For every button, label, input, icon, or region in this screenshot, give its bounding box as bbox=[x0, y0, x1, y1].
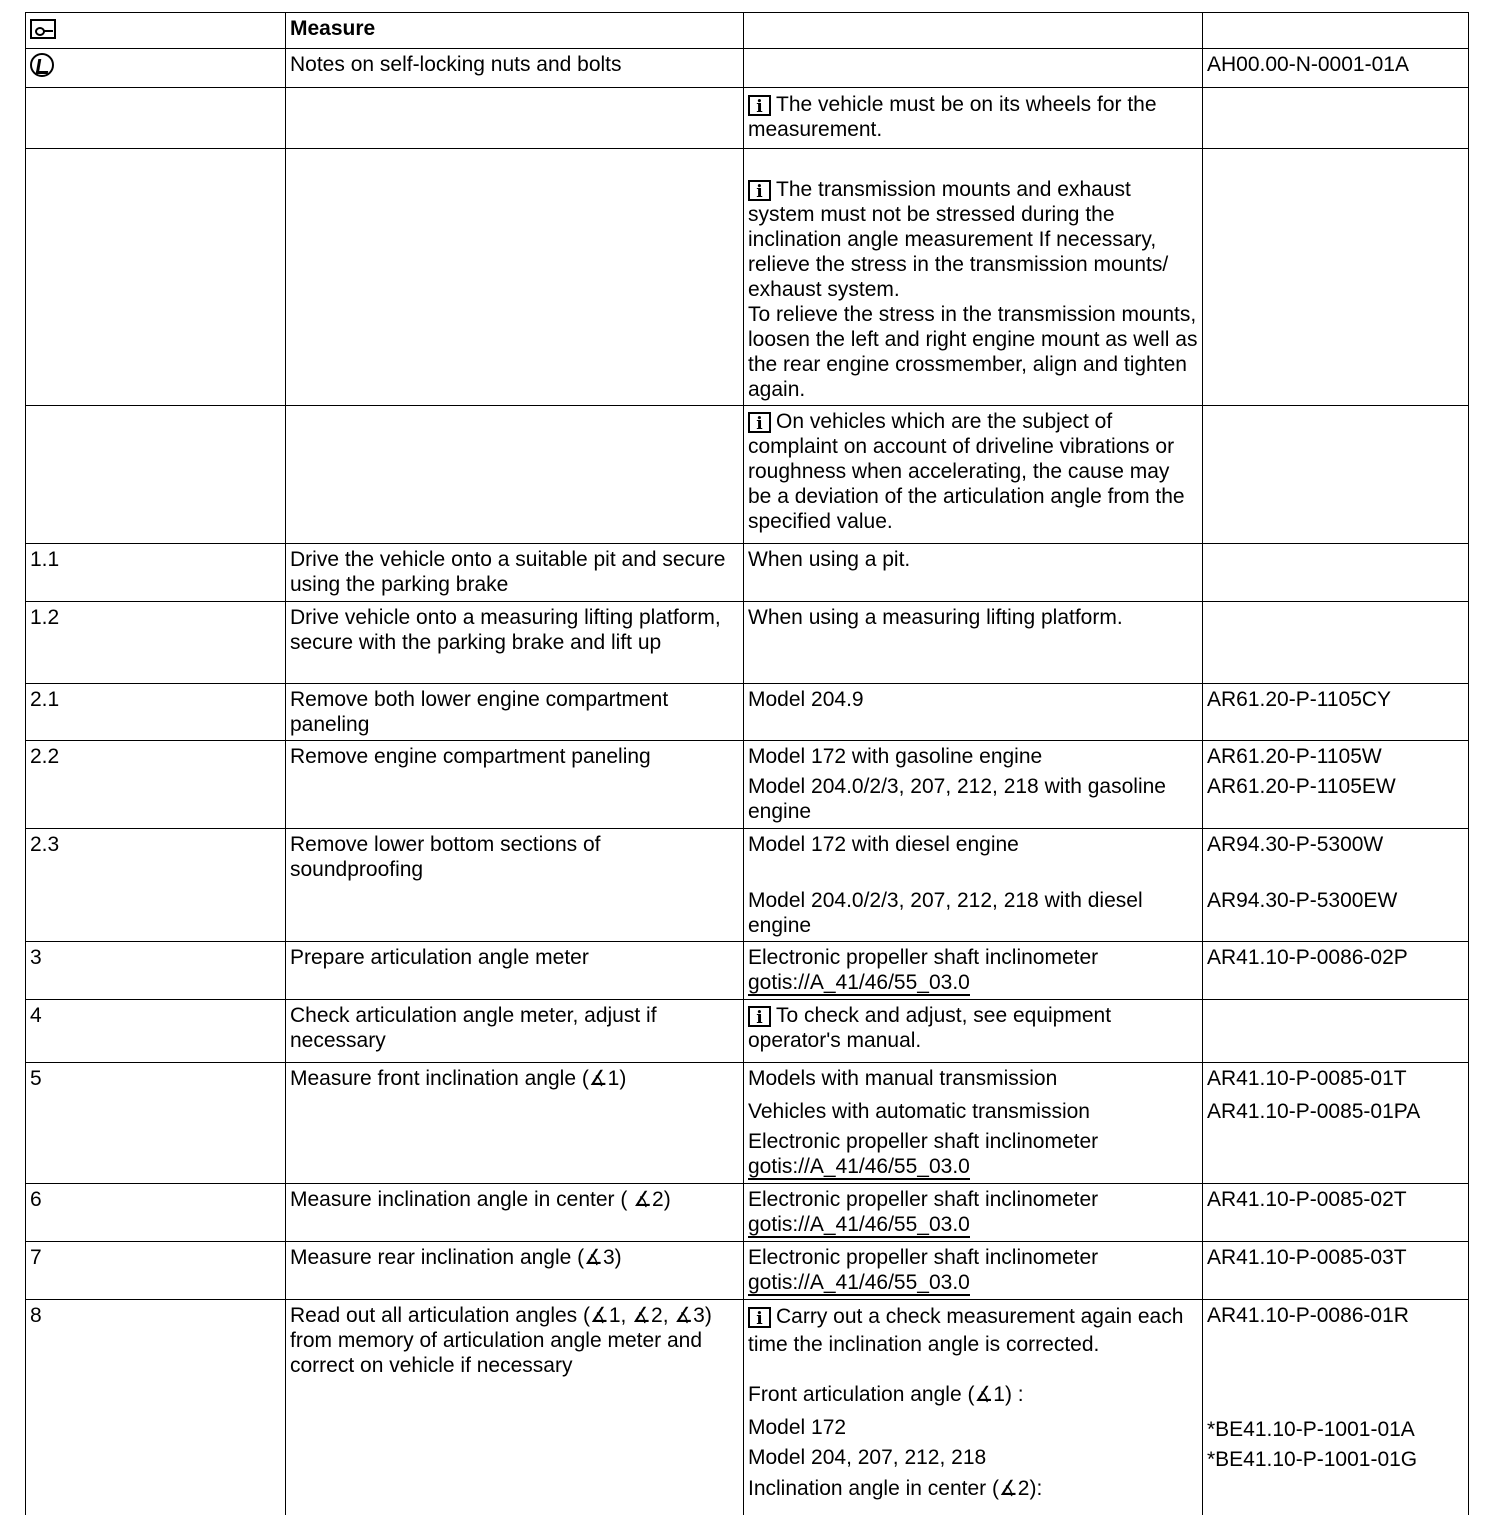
empty-cell bbox=[26, 88, 286, 149]
step-number: 1.1 bbox=[26, 544, 286, 602]
info-row bbox=[26, 88, 1469, 149]
empty-cell bbox=[1203, 406, 1469, 544]
step-ref[interactable]: AR41.10-P-0086-02P bbox=[1203, 942, 1469, 1000]
header-empty-cell bbox=[1203, 13, 1469, 49]
step-action: Drive the vehicle onto a suitable pit and secure using the parking brake bbox=[286, 544, 744, 602]
front-angle-label: Front articulation angle (∡1) : bbox=[748, 1383, 1024, 1406]
step-ref[interactable]: AR94.30-P-5300EW bbox=[1207, 889, 1398, 912]
step-note: Electronic propeller shaft inclinometer bbox=[748, 946, 1099, 969]
info-icon: i bbox=[748, 412, 771, 433]
header-measure-label: Measure bbox=[286, 13, 744, 49]
header-empty-cell bbox=[744, 13, 1203, 49]
info-note-text: The transmission mounts and exhaust system must not be stressed during the inclination angle measurement If necessary, relieve the stress in the transmission mounts/ exhaust system. To relieve the stress in the transmission mounts, loosen the left and right engine mount as well as the rear engine crossmember, align and tighten again. bbox=[748, 178, 1198, 401]
step-row bbox=[26, 1184, 1469, 1242]
step-action-cell bbox=[286, 1184, 744, 1242]
self-locking-nut-icon bbox=[30, 53, 54, 77]
step-row bbox=[26, 1063, 1469, 1184]
step-ref-cell bbox=[1203, 829, 1469, 942]
angle-number: 2 bbox=[652, 1188, 664, 1211]
notes-text: Notes on self-locking nuts and bolts bbox=[286, 49, 744, 88]
step-number: 5 bbox=[26, 1063, 286, 1184]
empty-cell bbox=[286, 149, 744, 406]
step-row bbox=[26, 684, 1469, 741]
info-icon: i bbox=[748, 1006, 771, 1027]
step-note: Electronic propeller shaft inclinometer bbox=[748, 1246, 1099, 1269]
step-action: Check articulation angle meter, adjust if necessary bbox=[286, 1000, 744, 1063]
step-note-cell bbox=[744, 942, 1203, 1000]
step-action: Drive vehicle onto a measuring lifting platform, secure with the parking brake and lift up bbox=[286, 602, 744, 684]
empty-cell bbox=[744, 49, 1203, 88]
step-row bbox=[26, 942, 1469, 1000]
info-row bbox=[26, 406, 1469, 544]
empty-cell bbox=[1203, 1000, 1469, 1063]
step-row bbox=[26, 829, 1469, 942]
step-action-end: ) bbox=[663, 1188, 671, 1211]
empty-cell bbox=[1203, 602, 1469, 684]
info-note-text: To check and adjust, see equipment operator's manual. bbox=[748, 1004, 1112, 1052]
step-number: 2.2 bbox=[26, 741, 286, 829]
step-number: 4 bbox=[26, 1000, 286, 1063]
step-note: Model 204.9 bbox=[744, 684, 1203, 741]
step-ref[interactable]: AR41.10-P-0085-02T bbox=[1203, 1184, 1469, 1242]
info-note-cell bbox=[744, 149, 1203, 406]
model-label: Model 204, 207, 212, 218 bbox=[748, 1446, 987, 1469]
empty-cell bbox=[1203, 88, 1469, 149]
step-action-end: ) bbox=[614, 1246, 622, 1269]
empty-cell bbox=[286, 88, 744, 149]
step-ref[interactable]: AR41.10-P-0085-01T bbox=[1207, 1067, 1407, 1090]
step-action: Prepare articulation angle meter bbox=[286, 942, 744, 1000]
info-note-text: The vehicle must be on its wheels for the measurement. bbox=[748, 93, 1157, 141]
notes-icon-cell bbox=[26, 49, 286, 88]
empty-cell bbox=[26, 149, 286, 406]
step-action-cell bbox=[286, 1242, 744, 1300]
wrench-symbol-icon bbox=[30, 19, 56, 39]
info-note-cell bbox=[744, 1000, 1203, 1063]
step-note: Electronic propeller shaft inclinometer bbox=[748, 1130, 1099, 1153]
step-note-cell bbox=[744, 1063, 1203, 1184]
angle-icon: ∡ bbox=[633, 1187, 653, 1211]
info-row bbox=[26, 149, 1469, 406]
step-action: Measure inclination angle in center ( bbox=[290, 1188, 628, 1211]
step-ref-cell bbox=[1203, 741, 1469, 829]
step-note: Model 172 with gasoline engine bbox=[748, 745, 1043, 768]
step-ref[interactable]: AR61.20-P-1105W bbox=[1207, 745, 1382, 768]
step-note: Models with manual transmission bbox=[748, 1067, 1058, 1090]
empty-cell bbox=[1203, 149, 1469, 406]
step-ref[interactable]: AR41.10-P-0085-01PA bbox=[1207, 1100, 1421, 1123]
info-icon: i bbox=[748, 1307, 771, 1328]
step-row bbox=[26, 1242, 1469, 1300]
step-note: Model 204.0/2/3, 207, 212, 218 with gasoline engine bbox=[748, 775, 1166, 823]
step-note: Model 172 with diesel engine bbox=[748, 833, 1019, 856]
step-note: Model 204.0/2/3, 207, 212, 218 with diesel engine bbox=[748, 889, 1143, 937]
step-action-cell bbox=[286, 1063, 744, 1184]
empty-cell bbox=[1203, 544, 1469, 602]
step-note: Electronic propeller shaft inclinometer bbox=[748, 1188, 1099, 1211]
step-action-end: ) bbox=[619, 1067, 627, 1090]
step-note-cell bbox=[744, 1242, 1203, 1300]
step-row bbox=[26, 602, 1469, 684]
step-note: When using a pit. bbox=[744, 544, 1203, 602]
step-ref[interactable]: *BE41.10-P-1001-01G bbox=[1207, 1448, 1418, 1471]
step-number: 1.2 bbox=[26, 602, 286, 684]
angle-icon: ∡ bbox=[584, 1245, 603, 1269]
step-number: 6 bbox=[26, 1184, 286, 1242]
step-note-cell bbox=[744, 1184, 1203, 1242]
angle-icon: ∡ bbox=[588, 1066, 608, 1090]
center-angle-label: Inclination angle in center (∡2): bbox=[748, 1477, 1043, 1500]
step-action: Remove engine compartment paneling bbox=[286, 741, 744, 829]
step-number: 2.3 bbox=[26, 829, 286, 942]
info-note-cell bbox=[744, 88, 1203, 149]
step-ref[interactable]: AR41.10-P-0086-01R bbox=[1207, 1304, 1409, 1327]
empty-cell bbox=[286, 406, 744, 544]
step-number: 8 bbox=[26, 1300, 286, 1515]
header-step-cell bbox=[26, 13, 286, 49]
step-ref-cell bbox=[1203, 1063, 1469, 1184]
angle-number: 3 bbox=[602, 1246, 615, 1269]
step-row bbox=[26, 1300, 1469, 1515]
empty-cell bbox=[26, 406, 286, 544]
gotis-link[interactable]: gotis://A_41/46/55_03.0 bbox=[748, 1271, 970, 1294]
info-icon: i bbox=[748, 180, 771, 201]
step-number: 2.1 bbox=[26, 684, 286, 741]
step-number: 7 bbox=[26, 1242, 286, 1300]
step-action: Remove lower bottom sections of soundproofing bbox=[286, 829, 744, 942]
info-note-text: On vehicles which are the subject of complaint on account of driveline vibrations or roughness when accelerating, the cause may be a deviation of the articulation angle from the specified value. bbox=[748, 410, 1185, 533]
step-ref[interactable]: AR41.10-P-0085-03T bbox=[1203, 1242, 1469, 1300]
gotis-link[interactable]: gotis://A_41/46/55_03.0 bbox=[748, 971, 970, 994]
angle-number: 1 bbox=[607, 1067, 620, 1090]
step-ref[interactable]: AR94.30-P-5300W bbox=[1207, 833, 1384, 856]
info-note-text: Carry out a check measurement again each time the inclination angle is corrected. bbox=[748, 1305, 1184, 1356]
step-ref-cell bbox=[1203, 1300, 1469, 1515]
gotis-link[interactable]: gotis://A_41/46/55_03.0 bbox=[748, 1213, 970, 1236]
gotis-link[interactable]: gotis://A_41/46/55_03.0 bbox=[748, 1155, 970, 1178]
step-action: Measure rear inclination angle ( bbox=[290, 1246, 585, 1269]
notes-row bbox=[26, 49, 1469, 88]
step-row bbox=[26, 741, 1469, 829]
info-icon: i bbox=[748, 95, 771, 116]
step-number: 3 bbox=[26, 942, 286, 1000]
info-note-cell bbox=[744, 406, 1203, 544]
model-label: Model 172 bbox=[748, 1416, 847, 1439]
step-ref[interactable]: *BE41.10-P-1001-01A bbox=[1207, 1418, 1415, 1441]
step-action: Measure front inclination angle ( bbox=[290, 1067, 589, 1090]
step-note-cell bbox=[744, 829, 1203, 942]
step-action: Remove both lower engine compartment paneling bbox=[286, 684, 744, 741]
procedure-table bbox=[25, 12, 1469, 1515]
notes-ref[interactable]: AH00.00-N-0001-01A bbox=[1203, 49, 1469, 88]
step-note-cell bbox=[744, 741, 1203, 829]
step-ref[interactable]: AR61.20-P-1105CY bbox=[1203, 684, 1469, 741]
step-note-cell bbox=[744, 1300, 1203, 1515]
step-ref[interactable]: AR61.20-P-1105EW bbox=[1207, 775, 1396, 798]
step-note: When using a measuring lifting platform. bbox=[744, 602, 1203, 684]
step-row bbox=[26, 544, 1469, 602]
header-row bbox=[26, 13, 1469, 49]
step-action: Read out all articulation angles (∡1, ∡2, ∡3) from memory of articulation angle meter and correct on vehicle if necessary bbox=[286, 1300, 744, 1515]
step-note: Vehicles with automatic transmission bbox=[748, 1100, 1090, 1123]
step-row bbox=[26, 1000, 1469, 1063]
